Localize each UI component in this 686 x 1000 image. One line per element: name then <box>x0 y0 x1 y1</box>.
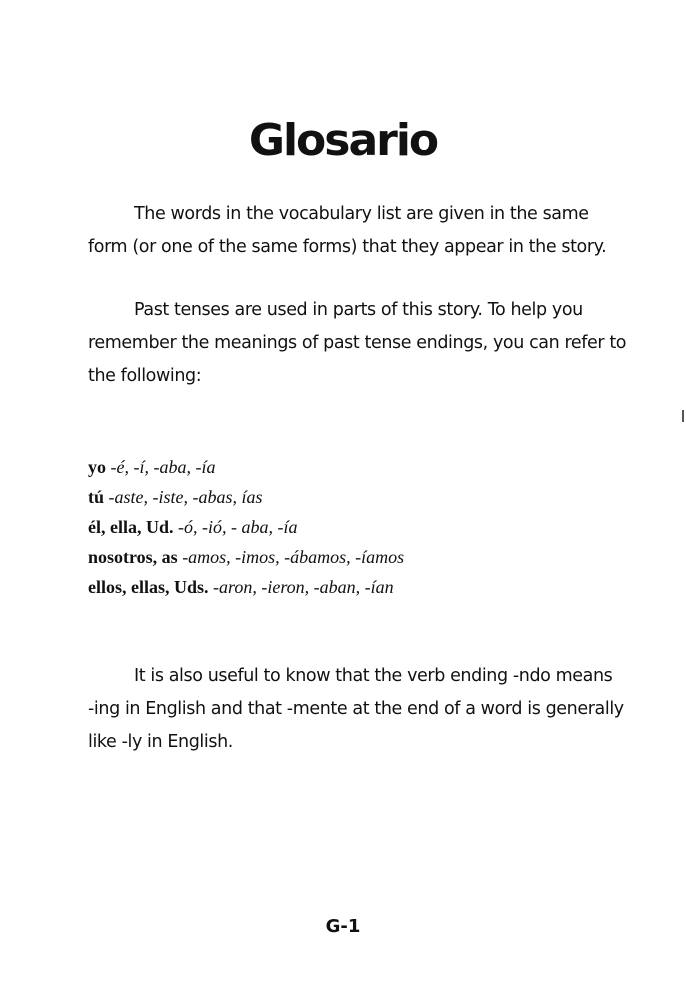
ending-note-line-1: It is also useful to know that the verb ending -ndo means <box>134 666 613 686</box>
ending-note-line-2: -ing in English and that -mente at the end of a word is generally <box>88 699 624 719</box>
page-edge-mark <box>682 410 684 422</box>
ending-row-ellos <box>88 572 648 602</box>
past-tense-line-2: remember the meanings of past tense endings, you can refer to <box>88 333 627 353</box>
ending-row-el <box>88 512 648 542</box>
ending-subject: yo <box>88 457 106 477</box>
past-tense-line-3: the following: <box>88 366 202 386</box>
ending-note-paragraph <box>88 660 638 759</box>
page-number: G-1 <box>325 916 361 937</box>
intro-line-1: The words in the vocabulary list are given in the same <box>134 204 589 224</box>
ending-forms: -é, -í, -aba, -ía <box>110 457 216 477</box>
page-title: Glosario <box>248 115 438 167</box>
ending-subject: tú <box>88 487 105 507</box>
ending-note-line-3: like -ly in English. <box>88 732 233 752</box>
past-tense-line-1: Past tenses are used in parts of this story. To help you <box>134 300 583 320</box>
ending-subject: nosotros, as <box>88 547 178 567</box>
ending-row-yo <box>88 452 648 482</box>
ending-forms: -amos, -imos, -ábamos, -íamos <box>182 547 405 567</box>
intro-paragraph <box>88 198 638 264</box>
ending-row-nosotros <box>88 542 648 572</box>
verb-endings-list <box>88 452 648 602</box>
ending-row-tu <box>88 482 648 512</box>
ending-forms: -aste, -iste, -abas, ías <box>108 487 263 507</box>
ending-subject: él, ella, Ud. <box>88 517 174 537</box>
past-tense-paragraph <box>88 294 638 393</box>
ending-forms: -ó, -ió, - aba, -ía <box>178 517 298 537</box>
intro-line-2: form (or one of the same forms) that they appear in the story. <box>88 237 607 257</box>
ending-subject: ellos, ellas, Uds. <box>88 577 209 597</box>
ending-forms: -aron, -ieron, -aban, -ían <box>213 577 394 597</box>
